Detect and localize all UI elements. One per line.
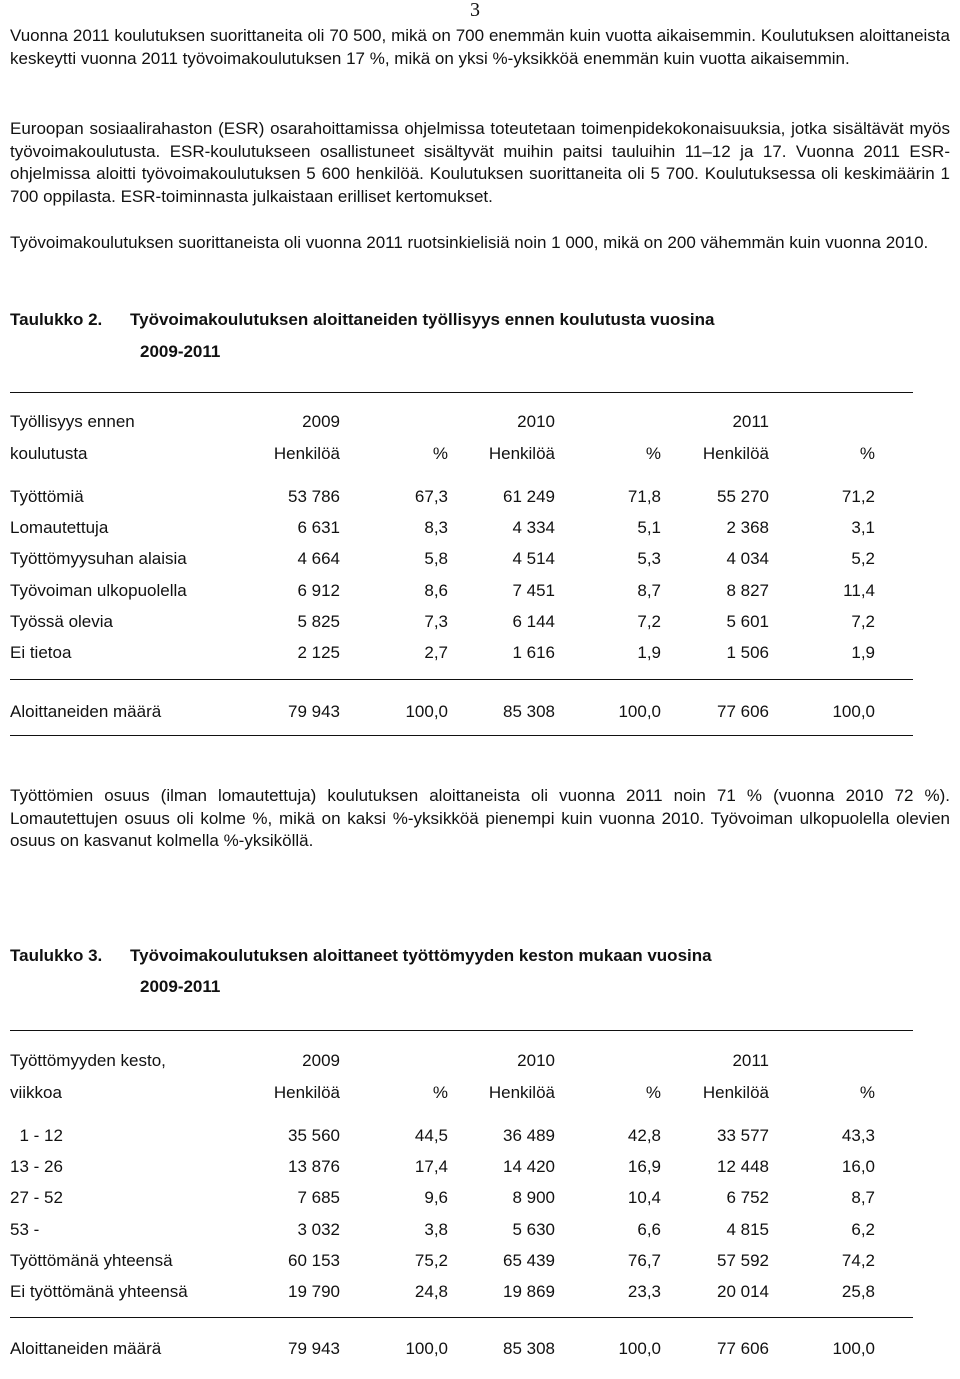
table-row (0, 486, 960, 508)
paragraph-esr: Euroopan sosiaalirahaston (ESR) osarahoittamissa ohjelmissa toteutetaan toimenpidekokonaisuuksia, jotka sisältävät myös työvoimakoulutusta. ESR-koulutukseen osallistuneet sisältyvät muihin paitsi tauluihin 11–12 ja 17. Vuonna 2011 ESR-ohjelmissa aloitti työvoimakoulutuksen 5 600 henkilöä. Koulutuksen suorittaneita oli 5 700. Koulutuksessa oli keskimäärin 1 700 oppilasta. ESR-toiminnasta julkaistaan erilliset kertomukset. (10, 119, 950, 206)
cell-col-2011-persons: 1 506 (726, 643, 769, 662)
cell-col-2009-persons: 19 790 (288, 1282, 340, 1301)
cell-label: Työttömyysuhan alaisia (10, 549, 187, 569)
cell-label: Aloittaneiden määrä (10, 1339, 162, 1358)
cell-col-2010-percent: 8,7 (637, 580, 661, 600)
cell-col-2009-percent: 2,7 (424, 643, 448, 662)
table2-caption (10, 310, 714, 330)
table2-total-row (0, 701, 960, 723)
cell-col-2011-persons: 2011 (732, 412, 769, 431)
cell-col-2009-persons: 53 786 (288, 487, 340, 506)
table3-caption (10, 946, 712, 966)
cell-col-2009-percent: 67,3 (414, 487, 448, 506)
cell-col-2011-persons: 33 577 (717, 1126, 769, 1145)
cell-col-2010-percent: % (645, 1083, 661, 1102)
cell-label: Työllisyys ennen (10, 412, 135, 431)
cell-col-2009-percent: 3,8 (424, 1219, 448, 1239)
cell-col-2011-percent: 1,9 (851, 643, 875, 662)
table-row (0, 1125, 960, 1147)
cell-label: Työssä olevia (10, 611, 113, 631)
cell-col-2010-percent: 6,6 (637, 1219, 661, 1239)
cell-col-2011-persons: 5 601 (726, 611, 769, 631)
cell-col-2010-persons: 2010 (517, 412, 555, 431)
cell-col-2009-persons: 6 631 (297, 518, 340, 538)
cell-col-2011-persons: 77 606 (717, 702, 769, 721)
cell-col-2009-persons: 2009 (302, 412, 340, 431)
cell-col-2011-percent: 3,1 (851, 518, 875, 538)
cell-col-2011-persons: Henkilöä (702, 1083, 769, 1102)
cell-col-2010-persons: 7 451 (512, 580, 555, 600)
table-row (0, 1219, 960, 1241)
table2-mid-rule (10, 679, 913, 680)
table2-top-rule (10, 392, 913, 393)
cell-label: 53 - (10, 1219, 40, 1239)
cell-col-2009-percent: 7,3 (424, 611, 448, 631)
cell-col-2010-persons: 61 249 (503, 487, 555, 506)
cell-label: Lomautettuja (10, 518, 109, 538)
table2-subtitle: 2009-2011 (140, 342, 221, 361)
cell-col-2011-persons: 55 270 (717, 487, 769, 506)
table-row (0, 611, 960, 633)
cell-label: viikkoa (10, 1083, 62, 1102)
cell-col-2010-persons: Henkilöä (488, 444, 555, 463)
cell-col-2011-persons: 20 014 (717, 1282, 769, 1301)
paragraph-swedish-speaking: Työvoimakoulutuksen suorittaneista oli vuonna 2011 ruotsinkielisiä noin 1 000, mikä on 200 vähemmän kuin vuonna 2010. (10, 233, 929, 252)
table-row (0, 1156, 960, 1178)
cell-col-2011-percent: 100,0 (832, 1339, 875, 1358)
cell-col-2009-persons: 2009 (302, 1051, 340, 1070)
table2-header-units (0, 443, 960, 465)
cell-col-2010-percent: 23,3 (627, 1282, 661, 1301)
table2-label: Taulukko 2. (10, 310, 103, 329)
cell-label: Työttömänä yhteensä (10, 1250, 173, 1270)
table3-total-row (0, 1338, 960, 1360)
cell-col-2011-percent: 74,2 (841, 1250, 875, 1270)
cell-col-2010-persons: 85 308 (503, 702, 555, 721)
cell-col-2010-persons: 19 869 (503, 1282, 555, 1301)
cell-col-2009-persons: 2 125 (297, 643, 340, 662)
cell-col-2011-percent: 71,2 (841, 487, 875, 506)
cell-col-2009-persons: Henkilöä (273, 444, 340, 463)
cell-col-2009-persons: Henkilöä (273, 1083, 340, 1102)
table3-mid-rule (10, 1317, 913, 1318)
cell-col-2010-percent: % (645, 444, 661, 463)
paragraph-unemployed-share: Työttömien osuus (ilman lomautettuja) koulutuksen aloittaneista oli vuonna 2011 noin 71 % (vuonna 2010 72 %). Lomautettujen osuus oli kolme %, mikä on kaksi %-yksikköä pienempi kuin vuonna 2010. Työvoiman ulkopuolella olevien osuus on kasvanut kolmella %-yksiköllä. (10, 786, 950, 850)
cell-col-2011-percent: % (859, 1083, 875, 1102)
cell-label: koulutusta (10, 444, 88, 463)
cell-col-2010-persons: 4 514 (512, 549, 555, 569)
cell-col-2011-persons: 6 752 (726, 1188, 769, 1208)
cell-col-2009-persons: 3 032 (297, 1219, 340, 1239)
cell-label: 1 - 12 (10, 1126, 63, 1145)
cell-col-2009-persons: 7 685 (297, 1188, 340, 1208)
cell-col-2010-persons: 65 439 (503, 1250, 555, 1270)
cell-col-2010-persons: 14 420 (503, 1157, 555, 1177)
table3-subtitle: 2009-2011 (140, 977, 221, 996)
cell-col-2011-persons: 4 815 (726, 1219, 769, 1239)
cell-col-2010-persons: 36 489 (503, 1126, 555, 1145)
cell-col-2009-percent: 17,4 (414, 1157, 448, 1177)
cell-col-2011-persons: 4 034 (726, 549, 769, 569)
cell-col-2010-percent: 16,9 (627, 1157, 661, 1177)
cell-col-2010-percent: 10,4 (627, 1188, 661, 1208)
cell-col-2011-persons: 8 827 (726, 580, 769, 600)
cell-label: Työttömyyden kesto, (10, 1051, 166, 1070)
cell-col-2010-percent: 7,2 (637, 611, 661, 631)
cell-col-2011-percent: 25,8 (841, 1282, 875, 1301)
cell-col-2009-percent: 8,3 (424, 518, 448, 538)
table-row (0, 642, 960, 664)
cell-col-2011-persons: Henkilöä (702, 444, 769, 463)
cell-col-2011-percent: % (859, 444, 875, 463)
cell-col-2010-persons: Henkilöä (488, 1083, 555, 1102)
cell-col-2011-percent: 100,0 (832, 702, 875, 721)
cell-col-2011-persons: 12 448 (717, 1157, 769, 1177)
cell-label: Aloittaneiden määrä (10, 702, 162, 721)
cell-col-2011-persons: 2 368 (726, 518, 769, 538)
cell-col-2011-percent: 7,2 (851, 611, 875, 631)
cell-col-2009-percent: 24,8 (414, 1282, 448, 1301)
cell-col-2009-percent: 100,0 (405, 1339, 448, 1358)
cell-label: 27 - 52 (10, 1188, 63, 1208)
table3-top-rule (10, 1030, 913, 1031)
cell-col-2009-persons: 5 825 (297, 611, 340, 631)
cell-label: Työvoiman ulkopuolella (10, 580, 187, 600)
cell-col-2010-percent: 76,7 (627, 1250, 661, 1270)
page-number: 3 (470, 0, 480, 21)
cell-col-2011-persons: 2011 (732, 1051, 769, 1070)
cell-col-2010-persons: 6 144 (512, 611, 555, 631)
cell-col-2009-persons: 4 664 (297, 549, 340, 569)
cell-col-2011-percent: 5,2 (851, 549, 875, 569)
cell-col-2009-persons: 79 943 (288, 702, 340, 721)
cell-col-2011-percent: 11,4 (843, 580, 875, 600)
cell-col-2011-persons: 77 606 (717, 1339, 769, 1358)
cell-col-2009-persons: 6 912 (297, 580, 340, 600)
cell-col-2010-percent: 42,8 (627, 1126, 661, 1145)
cell-col-2010-persons: 5 630 (512, 1219, 555, 1239)
cell-label: 13 - 26 (10, 1157, 63, 1177)
cell-col-2010-percent: 5,3 (637, 549, 661, 569)
cell-col-2011-percent: 6,2 (851, 1219, 875, 1239)
cell-col-2010-persons: 8 900 (512, 1188, 555, 1208)
table2-bottom-rule (10, 735, 913, 736)
table3-label: Taulukko 3. (10, 946, 103, 965)
cell-col-2009-percent: 5,8 (424, 549, 448, 569)
cell-col-2011-persons: 57 592 (717, 1250, 769, 1270)
table3-title: Työvoimakoulutuksen aloittaneet työttömyyden keston mukaan vuosina (130, 946, 712, 965)
paragraph-completions: Vuonna 2011 koulutuksen suorittaneita oli 70 500, mikä on 700 enemmän kuin vuotta aikaisemmin. Koulutuksen aloittaneista keskeytti vuonna 2011 työvoimakoulutuksen 17 %, mikä on yksi %-yksikköä enemmän kuin vuotta aikaisemmin. (10, 26, 950, 68)
cell-col-2010-percent: 1,9 (637, 643, 661, 662)
cell-col-2010-persons: 4 334 (512, 518, 555, 538)
cell-col-2009-persons: 13 876 (288, 1157, 340, 1177)
cell-label: Ei työttömänä yhteensä (10, 1282, 188, 1301)
cell-col-2009-percent: 100,0 (405, 702, 448, 721)
cell-col-2009-percent: 9,6 (424, 1188, 448, 1208)
cell-col-2010-percent: 100,0 (618, 1339, 661, 1358)
table2-title: Työvoimakoulutuksen aloittaneiden työllisyys ennen koulutusta vuosina (130, 310, 715, 329)
cell-col-2009-percent: % (432, 444, 448, 463)
cell-col-2009-percent: % (432, 1083, 448, 1102)
cell-col-2009-persons: 79 943 (288, 1339, 340, 1358)
cell-col-2010-percent: 100,0 (618, 702, 661, 721)
cell-label: Ei tietoa (10, 643, 72, 662)
table3-header-years (0, 1050, 960, 1072)
cell-col-2010-persons: 2010 (517, 1051, 555, 1070)
table-row (0, 1187, 960, 1209)
table-row (0, 548, 960, 570)
table-row (0, 1250, 960, 1272)
table2-header-years (0, 411, 960, 433)
cell-col-2009-persons: 60 153 (288, 1250, 340, 1270)
cell-col-2011-percent: 16,0 (841, 1157, 875, 1177)
table-row (0, 580, 960, 602)
cell-col-2009-percent: 75,2 (414, 1250, 448, 1270)
cell-col-2009-percent: 8,6 (424, 580, 448, 600)
cell-col-2010-persons: 85 308 (503, 1339, 555, 1358)
cell-col-2009-percent: 44,5 (414, 1126, 448, 1145)
cell-col-2010-persons: 1 616 (512, 643, 555, 662)
cell-col-2010-percent: 71,8 (627, 487, 661, 506)
cell-label: Työttömiä (10, 487, 84, 506)
cell-col-2011-percent: 8,7 (851, 1188, 875, 1208)
table-row (0, 1281, 960, 1303)
cell-col-2011-percent: 43,3 (841, 1126, 875, 1145)
table3-header-units (0, 1082, 960, 1104)
cell-col-2010-percent: 5,1 (637, 518, 661, 538)
cell-col-2009-persons: 35 560 (288, 1126, 340, 1145)
table-row (0, 517, 960, 539)
